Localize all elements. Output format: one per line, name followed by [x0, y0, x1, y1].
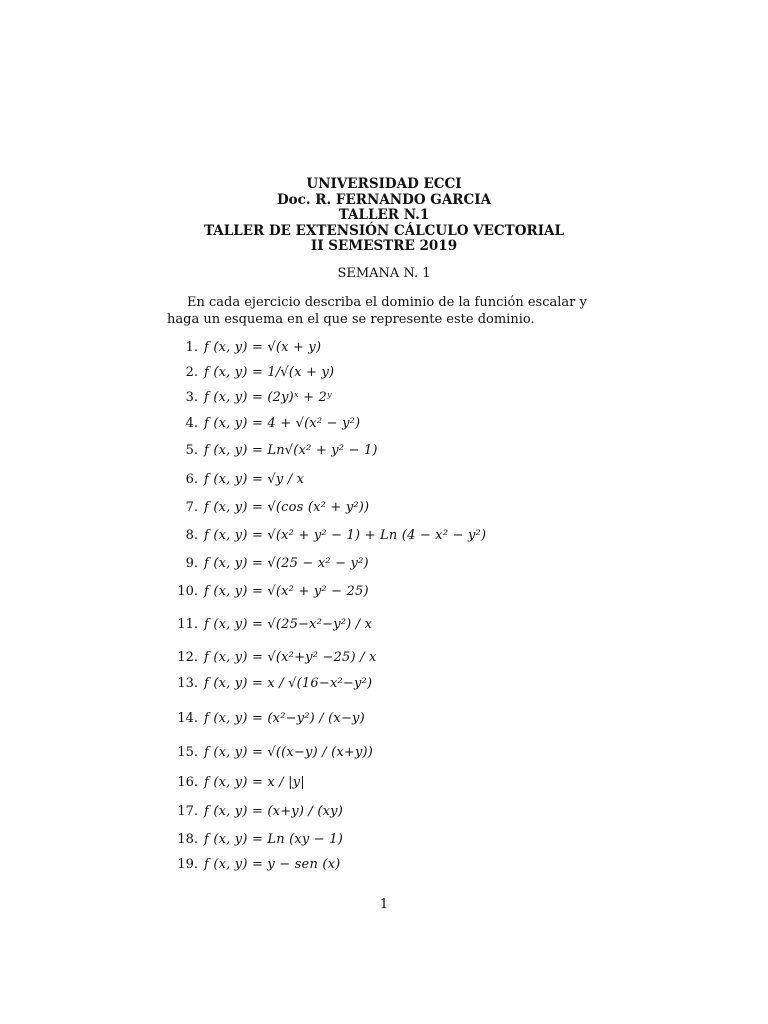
exercise-number: 14. [177, 711, 198, 726]
semester: II SEMESTRE 2019 [310, 238, 458, 254]
exercise-number: 17. [177, 804, 198, 819]
page-number: 1 [379, 897, 389, 912]
week-label: SEMANA N. 1 [337, 266, 431, 281]
exercise-expression: f (x, y) = √(25−x²−y²) / x [204, 617, 373, 632]
exercise-expression: f (x, y) = (x+y) / (xy) [204, 804, 343, 819]
exercise-number: 11. [177, 617, 198, 632]
exercise-expression: f (x, y) = √(x² + y² − 1) + Ln (4 − x² − y²) [204, 528, 487, 543]
exercise-number: 3. [185, 390, 198, 405]
exercise-number: 8. [185, 528, 198, 543]
exercise-item [168, 340, 321, 356]
exercise-expression: f (x, y) = √(x + y) [204, 340, 322, 355]
exercise-expression: f (x, y) = x / √(16−x²−y²) [204, 676, 373, 691]
exercise-item [168, 556, 369, 572]
exercise-item [168, 528, 486, 544]
exercise-number: 7. [185, 500, 198, 515]
exercise-item [168, 857, 340, 873]
exercise-expression: f (x, y) = 4 + √(x² − y²) [204, 416, 361, 431]
exercise-expression: f (x, y) = √y / x [204, 472, 305, 487]
exercise-item [168, 650, 377, 666]
exercise-expression: f (x, y) = Ln (xy − 1) [204, 832, 343, 847]
exercise-item [168, 584, 369, 600]
exercise-number: 5. [185, 443, 198, 458]
exercise-item [168, 365, 334, 381]
exercise-number: 18. [177, 832, 198, 847]
exercise-expression: f (x, y) = y − sen (x) [204, 857, 341, 872]
exercise-expression: f (x, y) = √(cos (x² + y²)) [204, 500, 370, 515]
workshop-title: TALLER DE EXTENSIÓN CÁLCULO VECTORIAL [204, 222, 564, 239]
exercise-number: 19. [177, 857, 198, 872]
document-header [0, 177, 768, 255]
exercise-expression: f (x, y) = 1/√(x + y) [204, 365, 335, 380]
exercise-number: 10. [177, 584, 198, 599]
exercise-number: 1. [185, 340, 198, 355]
exercise-number: 6. [185, 472, 198, 487]
exercise-item [168, 676, 372, 692]
exercise-item [168, 832, 343, 848]
exercise-expression: f (x, y) = √((x−y) / (x+y)) [204, 745, 374, 760]
exercise-item [168, 711, 365, 727]
workshop-number: TALLER N.1 [338, 207, 430, 223]
exercise-expression: f (x, y) = x / |y| [204, 775, 305, 790]
exercise-number: 13. [177, 676, 198, 691]
exercise-expression: f (x, y) = √(x²+y² −25) / x [204, 650, 377, 665]
exercise-item [168, 745, 373, 761]
exercise-number: 15. [177, 745, 198, 760]
exercise-expression: f (x, y) = (x²−y²) / (x−y) [204, 711, 365, 726]
exercise-number: 12. [177, 650, 198, 665]
exercise-item [168, 416, 360, 432]
exercise-item [168, 775, 305, 791]
exercise-number: 4. [185, 416, 198, 431]
exercise-item [168, 804, 343, 820]
exercise-expression: f (x, y) = (2y)ˣ + 2ʸ [204, 390, 332, 405]
exercise-expression: f (x, y) = √(x² + y² − 25) [204, 584, 369, 599]
exercise-number: 16. [177, 775, 198, 790]
exercise-number: 2. [185, 365, 198, 380]
exercise-item [168, 500, 369, 516]
instructions-paragraph: En cada ejercicio describa el dominio de la función escalar y haga un esquema en el que se represente este dominio. [167, 295, 587, 327]
university-name: UNIVERSIDAD ECCI [306, 176, 462, 192]
exercise-item [168, 472, 304, 488]
exercise-expression: f (x, y) = √(25 − x² − y²) [204, 556, 369, 571]
exercise-item [168, 390, 332, 406]
exercise-item [168, 443, 378, 459]
exercise-expression: f (x, y) = Ln√(x² + y² − 1) [204, 443, 378, 458]
exercise-number: 9. [185, 556, 198, 571]
exercise-item [168, 617, 372, 633]
professor-name: Doc. R. FERNANDO GARCIA [276, 191, 492, 208]
